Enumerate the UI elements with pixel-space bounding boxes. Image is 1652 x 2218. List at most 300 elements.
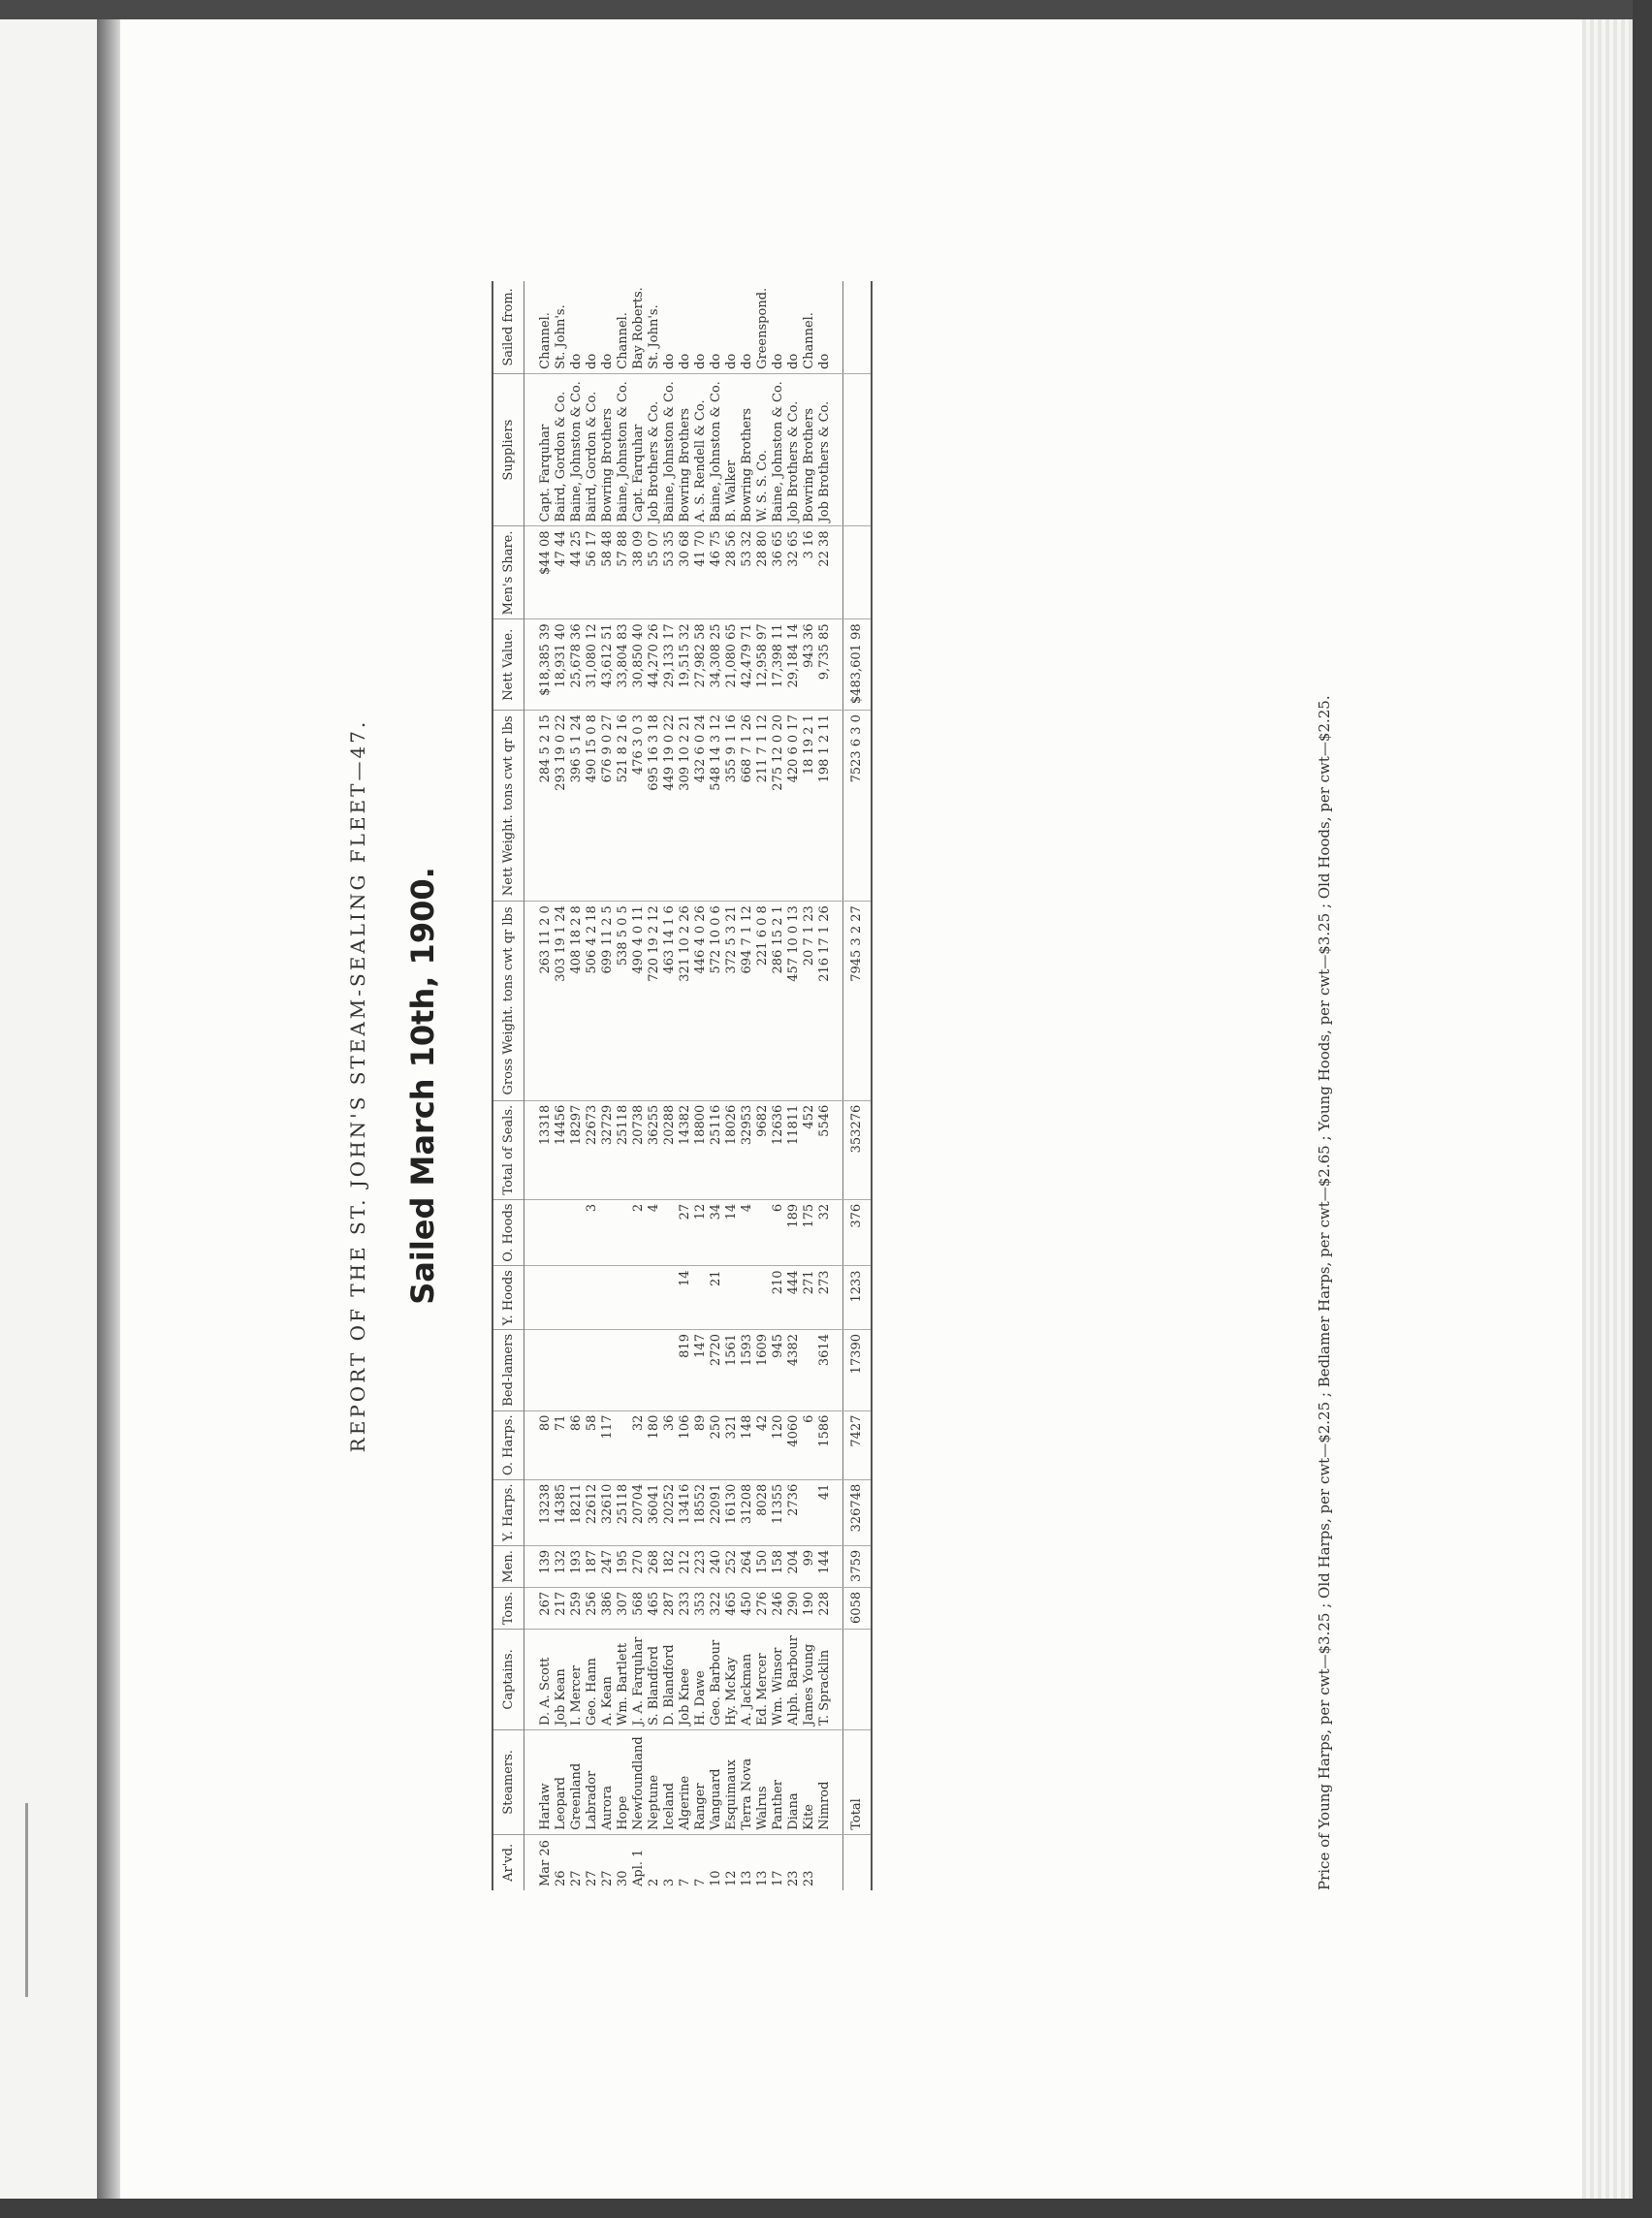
table-cell: W. S. S. Co. (755, 373, 771, 526)
table-cell: 29,133 17 (662, 619, 678, 711)
table-cell: S. Blandford (647, 1629, 662, 1729)
table-cell: 41 70 (693, 526, 709, 619)
table-cell: 31208 (740, 1479, 755, 1545)
table-cell: 286 15 2 1 (771, 902, 786, 1101)
table-cell: 476 3 0 3 (631, 711, 647, 902)
table-row (724, 281, 740, 1890)
table-cell: 233 (678, 1587, 693, 1629)
table-cell: Ranger (693, 1729, 709, 1834)
total-cell: 6058 (843, 1587, 873, 1629)
table-cell: 22091 (709, 1479, 724, 1545)
table-cell: Bowring Brothers (600, 373, 616, 526)
table-cell: 27 (585, 1870, 599, 1886)
table-cell: 2 (631, 1199, 647, 1266)
table-cell (524, 1330, 555, 1411)
table-cell: 14385 (554, 1479, 569, 1545)
table-cell: 22 38 (817, 526, 843, 619)
table-cell: 275 12 0 20 (771, 711, 786, 902)
table-cell: 182 (662, 1545, 678, 1587)
table-row (740, 281, 755, 1890)
table-cell: Panther (771, 1729, 786, 1834)
table-cell: 372 5 3 21 (724, 902, 740, 1101)
table-cell: 38 09 (631, 526, 647, 619)
table-cell: 71 (554, 1410, 569, 1479)
table-cell: Apl. 1 (631, 1849, 646, 1886)
table-cell: 34 (709, 1199, 724, 1266)
table-cell: 452 (802, 1100, 817, 1199)
table-cell (817, 1834, 843, 1890)
table-cell: 3 16 (802, 526, 817, 619)
table-cell (554, 1330, 569, 1411)
table-cell: Newfoundland (631, 1729, 647, 1834)
table-cell: 198 1 2 11 (817, 711, 843, 902)
table-cell: 355 9 1 16 (724, 711, 740, 902)
table-cell: 89 (693, 1410, 709, 1479)
table-row (554, 281, 569, 1890)
table-cell: 7 (693, 1878, 708, 1886)
table-cell: Ed. Mercer (755, 1629, 771, 1729)
table-cell (554, 1266, 569, 1330)
table-cell: 28 56 (724, 526, 740, 619)
table-cell: 490 4 0 11 (631, 902, 647, 1101)
table-cell: do (724, 281, 740, 373)
table-cell: 80 (524, 1410, 555, 1479)
total-cell (843, 281, 873, 373)
table-cell: 14 (678, 1266, 693, 1330)
table-cell: 20738 (631, 1100, 647, 1199)
table-cell: 221 6 0 8 (755, 902, 771, 1101)
table-cell: 250 (709, 1410, 724, 1479)
table-cell: 18,931 40 (554, 619, 569, 711)
table-cell: 33,804 83 (616, 619, 631, 711)
table-cell: do (693, 281, 709, 373)
table-cell: 13416 (678, 1479, 693, 1545)
table-row (693, 281, 709, 1890)
table-cell: Terra Nova (740, 1729, 755, 1834)
scanner-top-border (0, 0, 1652, 19)
total-cell: 376 (843, 1199, 873, 1266)
table-cell: 14 (724, 1199, 740, 1266)
table-cell: Hope (616, 1729, 631, 1834)
table-cell: 267 (524, 1587, 555, 1629)
total-cell (843, 526, 873, 619)
table-row (524, 281, 555, 1890)
total-cell: 353276 (843, 1100, 873, 1199)
col-mens-share: Men's Share. (492, 526, 524, 619)
table-cell: 4382 (786, 1330, 802, 1411)
col-young-harps: Y. Harps. (492, 1479, 524, 1545)
table-cell: 23 (802, 1870, 816, 1886)
table-cell: 2736 (786, 1479, 802, 1545)
table-cell (585, 1266, 600, 1330)
table-cell (600, 1330, 616, 1411)
table-cell: Wm. Winsor (771, 1629, 786, 1729)
table-cell: 46 75 (709, 526, 724, 619)
table-body (524, 281, 873, 1890)
table-cell: 30 (616, 1870, 630, 1886)
table-cell: 14382 (678, 1100, 693, 1199)
table-row (709, 281, 724, 1890)
table-cell: 293 19 0 22 (554, 711, 569, 902)
table-row (678, 281, 693, 1890)
table-cell: D. Blandford (662, 1629, 678, 1729)
table-cell: do (678, 281, 693, 373)
table-cell: 28 80 (755, 526, 771, 619)
table-cell: Job Brothers & Co. (817, 373, 843, 526)
table-cell: 6 (771, 1199, 786, 1266)
table-cell: 3 (662, 1878, 677, 1886)
table-cell: 180 (647, 1410, 662, 1479)
table-row (755, 281, 771, 1890)
table-cell: 20704 (631, 1479, 647, 1545)
table-cell (755, 1266, 771, 1330)
table-cell: 307 (616, 1587, 631, 1629)
table-cell: Hy. McKay (724, 1629, 740, 1729)
table-cell: 150 (755, 1545, 771, 1587)
table-cell: 21,080 65 (724, 619, 740, 711)
table-cell: 432 6 0 24 (693, 711, 709, 902)
table-cell: Algerine (678, 1729, 693, 1834)
table-cell: 212 (678, 1545, 693, 1587)
facing-page (0, 19, 97, 2201)
table-cell: St. John's. (647, 281, 662, 373)
table-cell: 676 9 0 27 (600, 711, 616, 902)
table-cell: 32610 (600, 1479, 616, 1545)
table-cell: 26 (554, 1870, 568, 1886)
table-row (600, 281, 616, 1890)
table-row (585, 281, 600, 1890)
table-cell (569, 1266, 585, 1330)
table-cell: Capt. Farquhar (631, 373, 647, 526)
table-cell (740, 1266, 755, 1330)
table-cell: 521 8 2 16 (616, 711, 631, 902)
table-cell: 217 (554, 1587, 569, 1629)
table-row (662, 281, 678, 1890)
col-old-harps: O. Harps. (492, 1410, 524, 1479)
table-cell: do (585, 281, 600, 373)
table-cell (524, 1199, 555, 1266)
table-cell: 420 6 0 17 (786, 711, 802, 902)
table-cell: Baird, Gordon & Co. (554, 373, 569, 526)
table-cell: do (771, 281, 786, 373)
table-cell: 58 (585, 1410, 600, 1479)
table-cell: 408 18 2 8 (569, 902, 585, 1101)
table-cell: 263 11 2 0 (524, 902, 555, 1101)
table-cell: 284 5 2 15 (524, 711, 555, 902)
table-row (771, 281, 786, 1890)
table-cell (600, 1199, 616, 1266)
table-cell: 57 88 (616, 526, 631, 619)
table-cell: B. Walker (724, 373, 740, 526)
col-old-hoods: O. Hoods (492, 1199, 524, 1266)
table-cell: 56 17 (585, 526, 600, 619)
table-cell: 819 (678, 1330, 693, 1411)
total-cell: 7523 6 3 0 (843, 711, 873, 902)
col-captains: Captains. (492, 1629, 524, 1729)
table-cell (616, 1266, 631, 1330)
page-edges (1582, 19, 1633, 2201)
table-cell (802, 1330, 817, 1411)
table-cell: 193 (569, 1545, 585, 1587)
table-cell: 20252 (662, 1479, 678, 1545)
table-cell: 4060 (786, 1410, 802, 1479)
table-cell: 44,270 26 (647, 619, 662, 711)
table-cell: A. Kean (600, 1629, 616, 1729)
table-cell: 187 (585, 1545, 600, 1587)
table-cell: 9682 (755, 1100, 771, 1199)
table-cell: 7 (678, 1878, 692, 1886)
table-cell: Channel. (524, 281, 555, 373)
table-cell: 139 (524, 1545, 555, 1587)
table-cell: 106 (678, 1410, 693, 1479)
total-cell: 3759 (843, 1545, 873, 1587)
table-cell: 30,850 40 (631, 619, 647, 711)
table-cell: 22612 (585, 1479, 600, 1545)
table-row (569, 281, 585, 1890)
table-cell: 17,398 11 (771, 619, 786, 711)
table-cell: do (600, 281, 616, 373)
table-cell: 36255 (647, 1100, 662, 1199)
table-cell: 55 07 (647, 526, 662, 619)
table-cell: 322 (709, 1587, 724, 1629)
table-cell: Walrus (755, 1729, 771, 1834)
table-cell: Geo. Hann (585, 1629, 600, 1729)
col-men: Men. (492, 1545, 524, 1587)
table-cell: 147 (693, 1330, 709, 1411)
table-cell: 668 7 1 26 (740, 711, 755, 902)
table-cell: 18552 (693, 1479, 709, 1545)
table-cell: Diana (786, 1729, 802, 1834)
table-row (786, 281, 802, 1890)
table-cell: 457 10 0 13 (786, 902, 802, 1101)
table-cell: 353 (693, 1587, 709, 1629)
col-nett-weight: Nett Weight. tons cwt qr lbs (492, 711, 524, 902)
table-cell: Nimrod (817, 1729, 843, 1834)
table-cell: 465 (647, 1587, 662, 1629)
table-cell: 210 (771, 1266, 786, 1330)
table-cell: 204 (786, 1545, 802, 1587)
table-cell: 27 (600, 1870, 615, 1886)
table-cell: 18211 (569, 1479, 585, 1545)
table-cell: 321 10 2 26 (678, 902, 693, 1101)
table-cell: 29,184 14 (786, 619, 802, 711)
table-cell: 20288 (662, 1100, 678, 1199)
table-cell: Kite (802, 1729, 817, 1834)
table-cell: 246 (771, 1587, 786, 1629)
table-cell: Bay Roberts. (631, 281, 647, 373)
report-title: REPORT OF THE ST. JOHN'S STEAM-SEALING FLEET—47. (346, 718, 369, 1453)
table-cell: 720 19 2 12 (647, 902, 662, 1101)
table-cell: 13 (740, 1870, 754, 1886)
table-cell: 216 17 1 26 (817, 902, 843, 1101)
table-row (631, 281, 647, 1890)
table-cell: do (709, 281, 724, 373)
table-cell: Baine, Johnston & Co. (771, 373, 786, 526)
table-cell: 450 (740, 1587, 755, 1629)
table-row (802, 281, 817, 1890)
table-cell (569, 1330, 585, 1411)
table-cell: 13 (755, 1870, 770, 1886)
table-row (817, 281, 843, 1890)
col-tons: Tons. (492, 1587, 524, 1629)
table-cell: 14456 (554, 1100, 569, 1199)
table-cell: 256 (585, 1587, 600, 1629)
table-cell: Job Kean (554, 1629, 569, 1729)
table-cell: Bowring Brothers (802, 373, 817, 526)
total-cell: $483,601 98 (843, 619, 873, 711)
table-cell: Geo. Barbour (709, 1629, 724, 1729)
table-cell: 18297 (569, 1100, 585, 1199)
table-cell: 13238 (524, 1479, 555, 1545)
table-row (616, 281, 631, 1890)
col-nett-value: Nett Value. (492, 619, 524, 711)
table-cell: 247 (600, 1545, 616, 1587)
table-cell: Harlaw (524, 1729, 555, 1834)
table-cell: Baine, Johnston & Co. (569, 373, 585, 526)
table-cell: 21 (709, 1266, 724, 1330)
col-arrived: Ar'vd. (492, 1834, 524, 1890)
table-cell: 240 (709, 1545, 724, 1587)
col-suppliers: Suppliers (492, 373, 524, 526)
table-cell: 386 (600, 1587, 616, 1629)
col-gross-weight: Gross Weight. tons cwt qr lbs (492, 902, 524, 1101)
col-young-hoods: Y. Hoods (492, 1266, 524, 1330)
table-cell (585, 1330, 600, 1411)
table-cell: 699 11 2 5 (600, 902, 616, 1101)
table-cell (662, 1199, 678, 1266)
table-cell: Channel. (616, 281, 631, 373)
table-cell: Esquimaux (724, 1729, 740, 1834)
table-cell: I. Mercer (569, 1629, 585, 1729)
table-cell (600, 1266, 616, 1330)
table-cell: 3614 (817, 1330, 843, 1411)
table-cell (724, 1266, 740, 1330)
table-cell: 144 (817, 1545, 843, 1587)
table-cell (631, 1330, 647, 1411)
table-cell: 25116 (709, 1100, 724, 1199)
table-cell: 18800 (693, 1100, 709, 1199)
table-cell: Baine, Johnston & Co. (709, 373, 724, 526)
table-cell: A. S. Rendell & Co. (693, 373, 709, 526)
table-cell (524, 1266, 555, 1330)
table-cell: do (662, 281, 678, 373)
table-cell: 695 16 3 18 (647, 711, 662, 902)
table-cell: 449 19 0 22 (662, 711, 678, 902)
table-cell: 259 (569, 1587, 585, 1629)
table-cell: 195 (616, 1545, 631, 1587)
table-cell: 2 (647, 1878, 661, 1886)
table-cell: 31,080 12 (585, 619, 600, 711)
table-cell: 694 7 1 12 (740, 902, 755, 1101)
table-cell: 5546 (817, 1100, 843, 1199)
table-cell: 273 (817, 1266, 843, 1330)
table-cell: 32 65 (786, 526, 802, 619)
table-cell: 53 32 (740, 526, 755, 619)
table-cell: Greenspond. (755, 281, 771, 373)
table-container (492, 281, 873, 1890)
table-cell: 490 15 0 8 (585, 711, 600, 902)
table-cell: 1593 (740, 1330, 755, 1411)
table-cell: 25,678 36 (569, 619, 585, 711)
table-cell: Labrador (585, 1729, 600, 1834)
table-cell: 12,958 97 (755, 619, 771, 711)
table-cell: $18,385 39 (524, 619, 555, 711)
table-cell: 211 7 1 12 (755, 711, 771, 902)
table-cell: 32 (817, 1199, 843, 1266)
table-cell: James Young (802, 1629, 817, 1729)
table-cell: 276 (755, 1587, 771, 1629)
total-cell (843, 1629, 873, 1729)
table-cell: 446 4 0 26 (693, 902, 709, 1101)
table-row (647, 281, 662, 1890)
table-cell: 117 (600, 1410, 616, 1479)
table-cell: 396 5 1 24 (569, 711, 585, 902)
table-cell: 1561 (724, 1330, 740, 1411)
table-cell: Channel. (802, 281, 817, 373)
table-cell: 25118 (616, 1479, 631, 1545)
table-cell: 27 (569, 1870, 584, 1886)
table-cell: 9,735 85 (817, 619, 843, 711)
table-cell: 271 (802, 1266, 817, 1330)
table-cell: 99 (802, 1545, 817, 1587)
table-cell: 12 (693, 1199, 709, 1266)
total-row (843, 281, 873, 1890)
table-cell: 444 (786, 1266, 802, 1330)
table-cell: Alph. Barbour (786, 1629, 802, 1729)
table-cell: 42 (755, 1410, 771, 1479)
table-cell: 309 10 2 21 (678, 711, 693, 902)
table-cell: 12 (724, 1870, 739, 1886)
table-cell: 86 (569, 1410, 585, 1479)
table-cell: 10 (709, 1870, 723, 1886)
table-cell: 32729 (600, 1100, 616, 1199)
table-cell: Vanguard (709, 1729, 724, 1834)
table-cell (569, 1199, 585, 1266)
col-sailed-from: Sailed from. (492, 281, 524, 373)
table-cell: do (786, 281, 802, 373)
table-cell: 44 25 (569, 526, 585, 619)
table-cell: 25118 (616, 1100, 631, 1199)
table-cell: 12636 (771, 1100, 786, 1199)
table-cell (693, 1266, 709, 1330)
table-cell: 287 (662, 1587, 678, 1629)
table-cell: 16130 (724, 1479, 740, 1545)
table-cell: Baine, Johnston & Co. (662, 373, 678, 526)
table-cell: 506 4 2 18 (585, 902, 600, 1101)
table-cell (554, 1199, 569, 1266)
table-cell: 321 (724, 1410, 740, 1479)
table-cell: 6 (802, 1410, 817, 1479)
table-cell: H. Dawe (693, 1629, 709, 1729)
table-cell: 18026 (724, 1100, 740, 1199)
table-cell: 34,308 25 (709, 619, 724, 711)
table-cell: 132 (554, 1545, 569, 1587)
table-cell: 32953 (740, 1100, 755, 1199)
total-cell (843, 373, 873, 526)
table-cell: 2720 (709, 1330, 724, 1411)
table-cell: Mar 26 (538, 1840, 553, 1886)
table-cell: 23 (786, 1870, 801, 1886)
table-cell: 47 44 (554, 526, 569, 619)
scanner-bottom-border (0, 2199, 1652, 2218)
table-cell: 158 (771, 1545, 786, 1587)
table-cell: 22673 (585, 1100, 600, 1199)
table-cell: 18 19 2 1 (802, 711, 817, 902)
table-cell: 41 (817, 1479, 843, 1545)
table-cell (662, 1330, 678, 1411)
table-cell: 1609 (755, 1330, 771, 1411)
table-cell: do (817, 281, 843, 373)
